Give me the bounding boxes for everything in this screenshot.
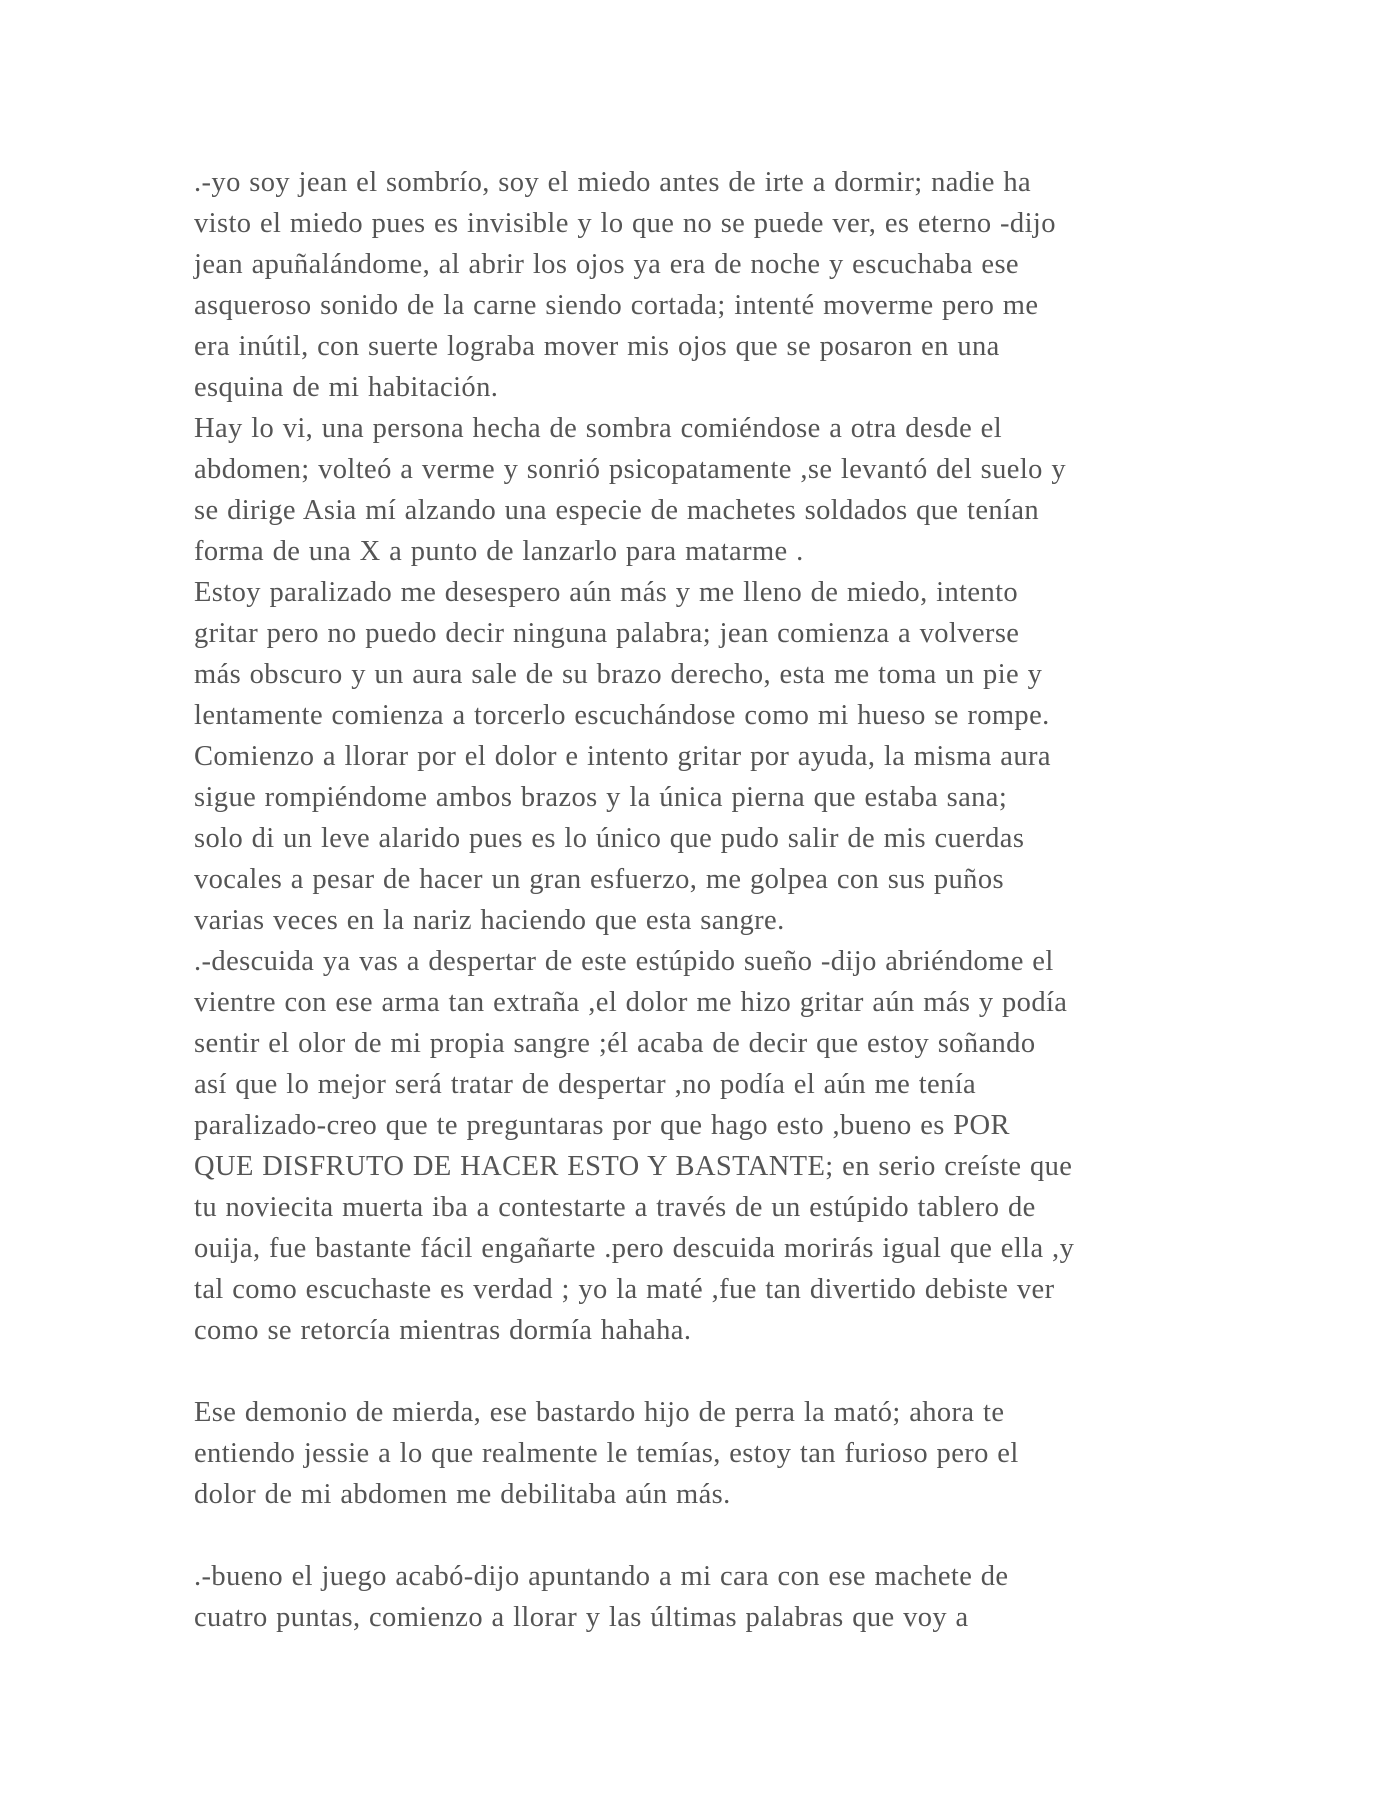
text-line: ouija, fue bastante fácil engañarte .pero descuida morirás igual que ella ,y: [194, 1233, 1075, 1264]
text-line: vocales a pesar de hacer un gran esfuerzo, me golpea con sus puños: [194, 864, 1004, 895]
text-line: QUE DISFRUTO DE HACER ESTO Y BASTANTE; en serio creíste que: [194, 1151, 1073, 1182]
text-line: más obscuro y un aura sale de su brazo derecho, esta me toma un pie y: [194, 659, 1043, 690]
text-line: asqueroso sonido de la carne siendo cortada; intenté moverme pero me: [194, 290, 1039, 321]
text-line: sigue rompiéndome ambos brazos y la única pierna que estaba sana;: [194, 782, 1008, 813]
text-line: varias veces en la nariz haciendo que esta sangre.: [194, 905, 785, 936]
text-line: .-bueno el juego acabó-dijo apuntando a mi cara con ese machete de: [194, 1561, 1009, 1592]
text-line: .-yo soy jean el sombrío, soy el miedo antes de irte a dormir; nadie ha: [194, 167, 1032, 198]
text-line: vientre con ese arma tan extraña ,el dolor me hizo gritar aún más y podía: [194, 987, 1068, 1018]
text-line: dolor de mi abdomen me debilitaba aún más.: [194, 1479, 731, 1510]
text-line: abdomen; volteó a verme y sonrió psicopatamente ,se levantó del suelo y: [194, 454, 1066, 485]
text-line: forma de una X a punto de lanzarlo para matarme .: [194, 536, 804, 567]
text-line: era inútil, con suerte lograba mover mis ojos que se posaron en una: [194, 331, 1000, 362]
text-line: cuatro puntas, comienzo a llorar y las últimas palabras que voy a: [194, 1602, 969, 1633]
text-line: Hay lo vi, una persona hecha de sombra comiéndose a otra desde el: [194, 413, 1003, 444]
text-line: paralizado-creo que te preguntaras por que hago esto ,bueno es POR: [194, 1110, 1010, 1141]
text-line: .-descuida ya vas a despertar de este estúpido sueño -dijo abriéndome el: [194, 946, 1054, 977]
text-line: Comienzo a llorar por el dolor e intento gritar por ayuda, la misma aura: [194, 741, 1051, 772]
body-text: [194, 162, 1214, 1638]
text-line: jean apuñalándome, al abrir los ojos ya era de noche y escuchaba ese: [194, 249, 1019, 280]
text-line: esquina de mi habitación.: [194, 372, 499, 403]
paragraph-gap: [194, 1351, 1214, 1392]
text-line: tal como escuchaste es verdad ; yo la maté ,fue tan divertido debiste ver: [194, 1274, 1055, 1305]
text-line: sentir el olor de mi propia sangre ;él acaba de decir que estoy soñando: [194, 1028, 1036, 1059]
text-line: entiendo jessie a lo que realmente le temías, estoy tan furioso pero el: [194, 1438, 1019, 1469]
text-line: se dirige Asia mí alzando una especie de machetes soldados que tenían: [194, 495, 1040, 526]
paragraph-gap: [194, 1515, 1214, 1556]
text-line: visto el miedo pues es invisible y lo que no se puede ver, es eterno -dijo: [194, 208, 1056, 239]
text-line: tu noviecita muerta iba a contestarte a través de un estúpido tablero de: [194, 1192, 1036, 1223]
text-line: así que lo mejor será tratar de despertar ,no podía el aún me tenía: [194, 1069, 977, 1100]
text-line: gritar pero no puedo decir ninguna palabra; jean comienza a volverse: [194, 618, 1020, 649]
text-line: Estoy paralizado me desespero aún más y me lleno de miedo, intento: [194, 577, 1019, 608]
text-line: Ese demonio de mierda, ese bastardo hijo de perra la mató; ahora te: [194, 1397, 1005, 1428]
text-line: como se retorcía mientras dormía hahaha.: [194, 1315, 692, 1346]
text-line: lentamente comienza a torcerlo escuchándose como mi hueso se rompe.: [194, 700, 1050, 731]
text-line: solo di un leve alarido pues es lo único que pudo salir de mis cuerdas: [194, 823, 1025, 854]
